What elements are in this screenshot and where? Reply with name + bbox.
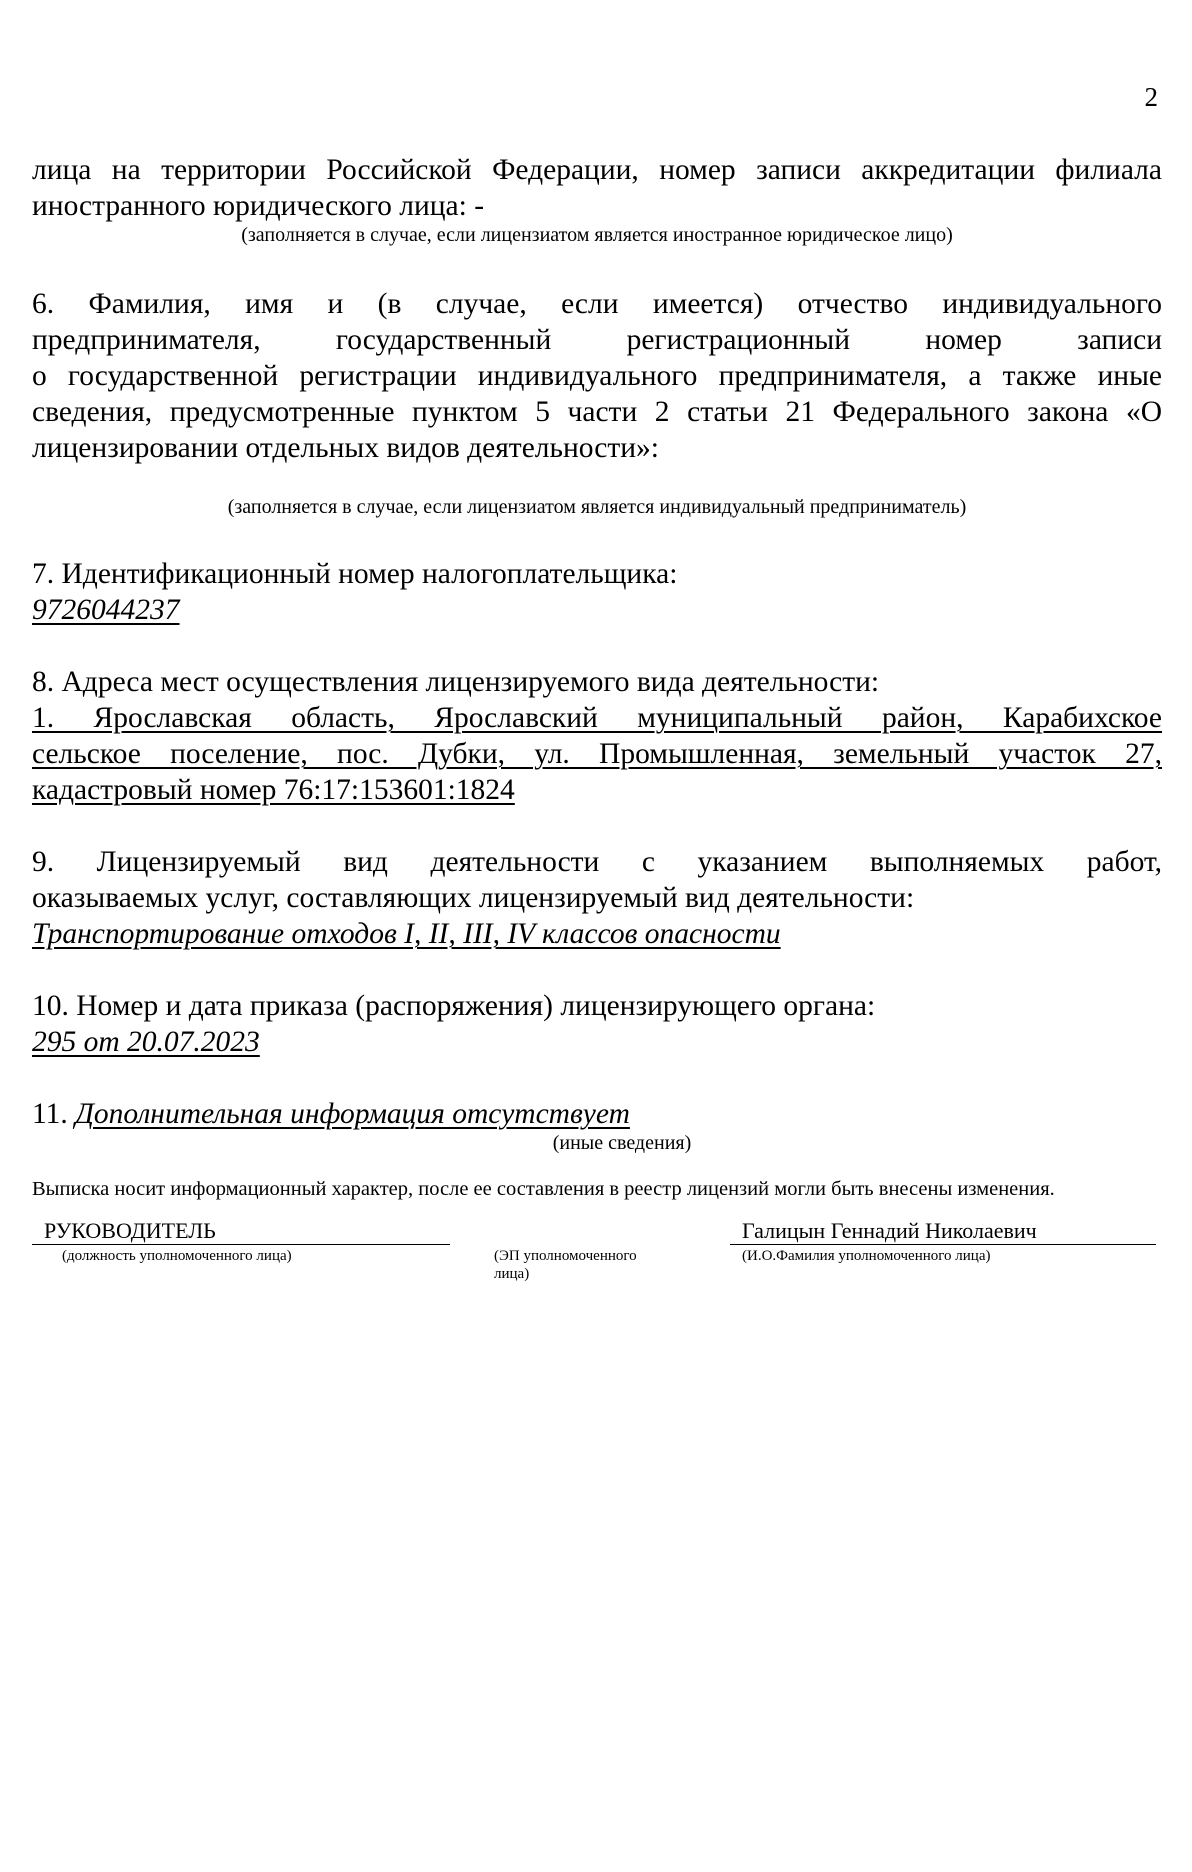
spacer <box>32 518 1162 556</box>
foreign-entity-note: (заполняется в случае, если лицензиатом является иностранное юридическое лицо) <box>241 224 953 246</box>
item11-note: (иные сведения) <box>552 1132 692 1154</box>
page-number: 2 <box>1144 82 1158 112</box>
item6-note: (заполняется в случае, если лицензиатом является индивидуальный предприниматель) <box>227 496 967 518</box>
disclaimer-text: Выписка носит информационный характер, после ее составления в реестр лицензий могли быть внесены изменения. <box>32 1178 1055 1200</box>
item10-order-value: 295 от 20.07.2023 <box>32 1026 260 1058</box>
item8-address-line-3: кадастровый номер 76:17:153601:1824 <box>32 774 515 806</box>
item11-value: Дополнительная информация отсутствует <box>75 1098 630 1130</box>
foreign-entity-line-2: иностранного юридического лица: - <box>32 190 485 222</box>
position-value: РУКОВОДИТЕЛЬ <box>32 1218 450 1245</box>
position-caption: (должность уполномоченного лица) <box>62 1248 292 1264</box>
ep-caption: (ЭП уполномоченного лица) <box>494 1248 637 1282</box>
item7-inn-value: 9726044237 <box>32 594 180 626</box>
item7-label: 7. Идентификационный номер налогоплательщика: <box>32 558 678 590</box>
item6-line-4: сведения, предусмотренные пунктом 5 части 2 статьи 21 Федерального закона «О <box>32 396 1162 428</box>
item9-label-line-1: 9. Лицензируемый вид деятельности с указанием выполняемых работ, <box>32 846 1162 878</box>
signature-ep <box>462 1218 662 1283</box>
item6-line-3: о государственной регистрации индивидуального предпринимателя, а также иные <box>32 360 1162 392</box>
item11-number: 11. <box>32 1098 76 1130</box>
spacer <box>32 246 1162 286</box>
signature-block <box>32 1218 1162 1282</box>
item10-label: 10. Номер и дата приказа (распоряжения) лицензирующего органа: <box>32 990 876 1022</box>
spacer <box>32 466 1162 496</box>
document-body <box>32 152 1162 1282</box>
signature-name <box>730 1218 1156 1265</box>
item8-address-line-2: сельское поселение, пос. Дубки, ул. Промышленная, земельный участок 27, <box>32 738 1162 770</box>
item9-activity-value: Транспортирование отходов I, II, III, IV классов опасности <box>32 918 781 950</box>
spacer <box>32 808 1162 844</box>
foreign-entity-line-1: лица на территории Российской Федерации, номер записи аккредитации филиала <box>32 154 1162 186</box>
spacer <box>32 628 1162 664</box>
signature-position <box>32 1218 450 1265</box>
item9-label-line-2: оказываемых услуг, составляющих лицензируемый вид деятельности: <box>32 882 915 914</box>
item6-line-5: лицензировании отдельных видов деятельности»: <box>32 432 659 464</box>
spacer <box>32 1060 1162 1096</box>
item6-line-2: предпринимателя, государственный регистрационный номер записи <box>32 324 1162 356</box>
spacer <box>32 1154 1162 1176</box>
name-value: Галицын Геннадий Николаевич <box>730 1218 1156 1245</box>
ep-value <box>462 1218 662 1245</box>
item8-label: 8. Адреса мест осуществления лицензируемого вида деятельности: <box>32 666 880 698</box>
item6-line-1: 6. Фамилия, имя и (в случае, если имеется) отчество индивидуального <box>32 288 1162 320</box>
name-caption: (И.О.Фамилия уполномоченного лица) <box>742 1248 991 1264</box>
spacer <box>32 952 1162 988</box>
item11-line <box>32 1096 1162 1132</box>
item8-address-line-1: 1. Ярославская область, Ярославский муниципальный район, Карабихское <box>32 702 1162 734</box>
